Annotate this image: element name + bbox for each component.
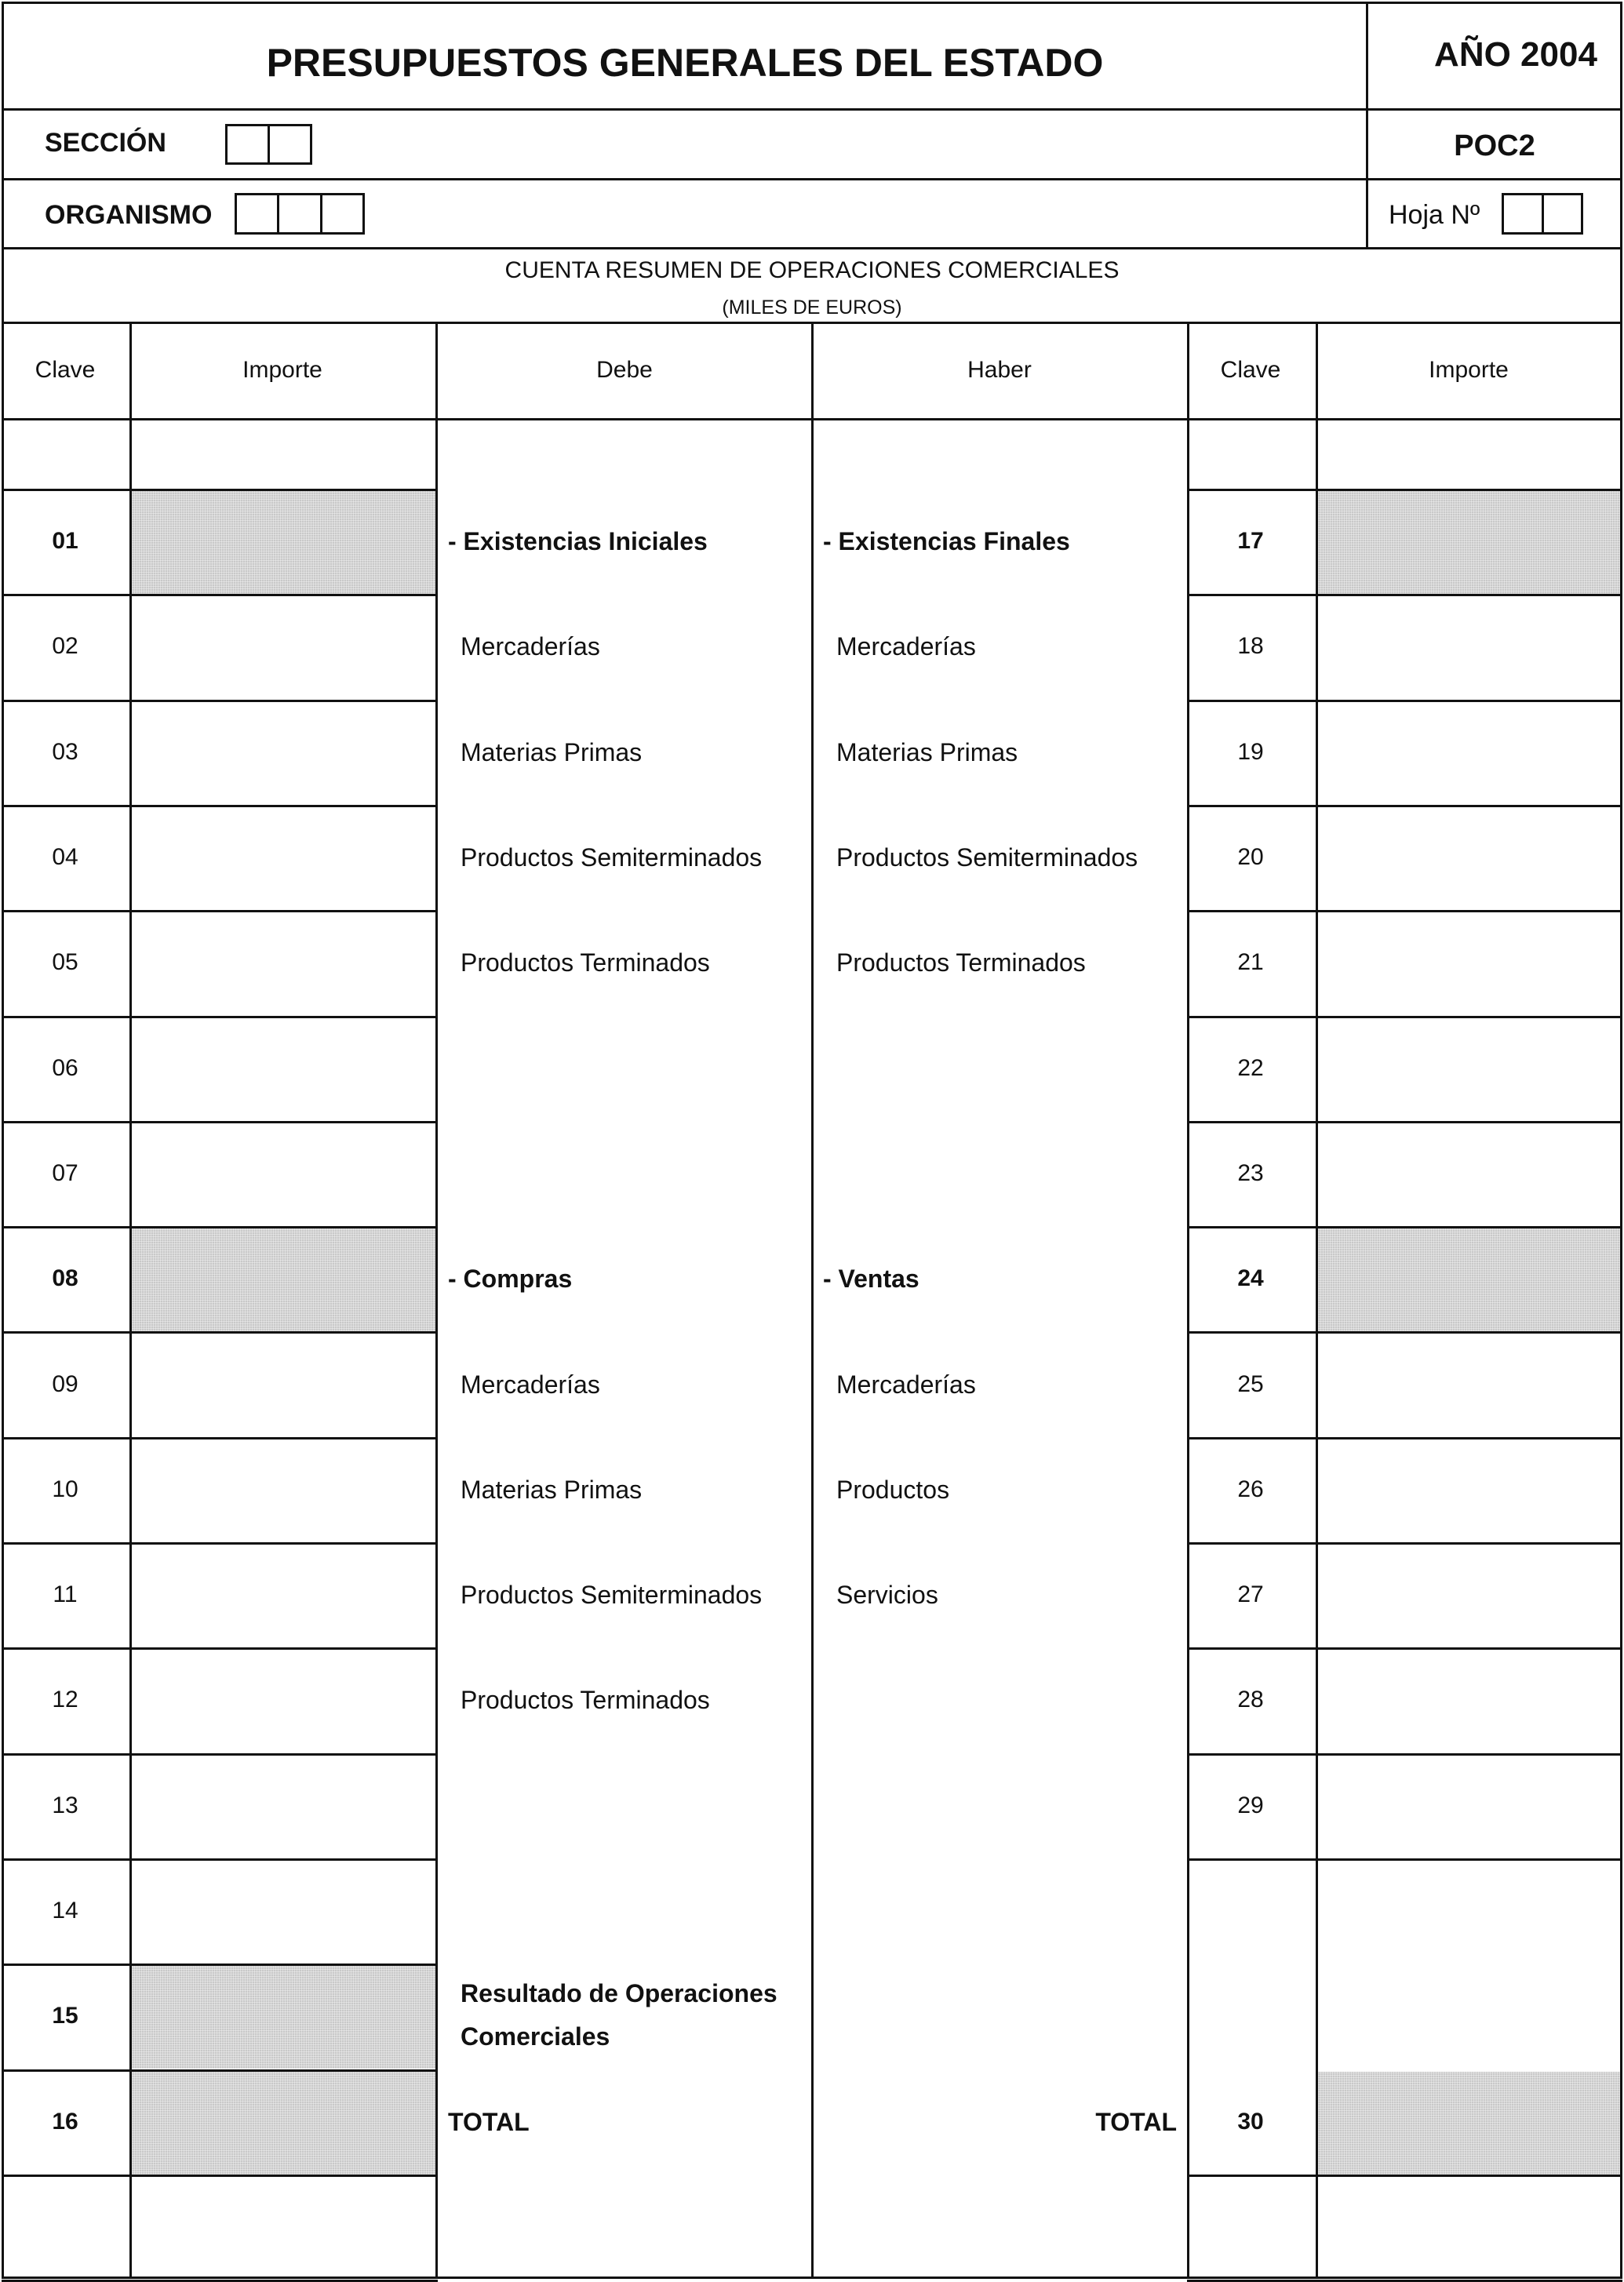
debe-label: TOTAL	[448, 2107, 530, 2136]
header-divider	[2, 108, 1622, 111]
row-line-right	[1187, 1016, 1622, 1018]
row-line-left	[2, 805, 438, 807]
clave-left: 13	[52, 1792, 78, 1818]
clave-right: 20	[1237, 844, 1264, 871]
haber-label: Productos Terminados	[836, 948, 1086, 977]
row-line-left	[2, 910, 438, 912]
row-line-left	[2, 1437, 438, 1439]
clave-left: 06	[52, 1054, 78, 1081]
clave-left: 01	[52, 528, 78, 555]
haber-label: Servicios	[836, 1581, 938, 1610]
debe-label-line2: Comerciales	[461, 2022, 610, 2051]
page-title: PRESUPUESTOS GENERALES DEL ESTADO	[266, 41, 1104, 85]
col-divider-3	[811, 322, 814, 2279]
haber-label: TOTAL	[1095, 2107, 1177, 2136]
haber-label: Productos Semiterminados	[836, 843, 1138, 872]
clave-right: 29	[1237, 1792, 1264, 1818]
importe-left-shaded-cell	[132, 1966, 435, 2069]
col-header-clave-right: Clave	[1220, 357, 1281, 383]
col-header-debe: Debe	[596, 357, 653, 383]
haber-label: Mercaderías	[836, 632, 976, 661]
clave-left: 15	[52, 2003, 78, 2029]
clave-left: 10	[52, 1476, 78, 1502]
haber-label: Productos	[836, 1475, 950, 1504]
hoja-label: Hoja Nº	[1389, 200, 1480, 230]
clave-left: 16	[52, 2108, 78, 2135]
section-title: CUENTA RESUMEN DE OPERACIONES COMERCIALES	[504, 257, 1120, 283]
organismo-divider	[2, 247, 1622, 249]
header-right-divider	[1366, 2, 1368, 249]
clave-left: 04	[52, 844, 78, 871]
seccion-code-boxes[interactable]	[225, 124, 312, 165]
debe-label: Productos Semiterminados	[461, 843, 763, 872]
clave-right: 21	[1237, 949, 1264, 976]
row-line-left	[2, 1647, 438, 1650]
row-line-right	[1187, 1858, 1622, 1861]
col-header-importe-left: Importe	[242, 357, 322, 383]
col-header-haber: Haber	[967, 357, 1032, 383]
clave-left: 07	[52, 1159, 78, 1186]
debe-label: Materias Primas	[461, 737, 643, 766]
row-line-right	[1187, 1542, 1622, 1545]
debe-label: Mercaderías	[461, 1370, 600, 1399]
row-line-left	[2, 2175, 438, 2177]
seccion-divider	[2, 178, 1622, 180]
clave-right: 18	[1237, 633, 1264, 660]
haber-label: Materias Primas	[836, 737, 1018, 766]
row-line-left	[2, 700, 438, 702]
clave-right: 27	[1237, 1581, 1264, 1608]
year-label: AÑO 2004	[1434, 35, 1597, 74]
haber-label: - Existencias Finales	[823, 527, 1070, 556]
clave-right: 17	[1237, 528, 1264, 555]
debe-label: Materias Primas	[461, 1475, 643, 1504]
col-header-importe-right: Importe	[1429, 357, 1509, 383]
row-line-left	[2, 1016, 438, 1018]
col-divider-4	[1187, 322, 1189, 2279]
row-line-right	[1187, 1121, 1622, 1123]
hoja-number-boxes[interactable]	[1502, 193, 1583, 235]
col-header-clave-left: Clave	[35, 357, 96, 383]
col-divider-2	[435, 322, 438, 2279]
debe-label: Productos Terminados	[461, 1686, 710, 1715]
clave-right: 25	[1237, 1370, 1264, 1397]
importe-left-shaded-cell	[132, 491, 435, 594]
row-line-right	[1187, 805, 1622, 807]
organismo-label: ORGANISMO	[45, 200, 213, 230]
importe-left-shaded-cell	[132, 2072, 435, 2175]
clave-right: 30	[1237, 2108, 1264, 2135]
debe-label: Resultado de Operaciones	[461, 1979, 777, 2008]
clave-right: 24	[1237, 1265, 1264, 1292]
debe-label: Productos Semiterminados	[461, 1581, 763, 1610]
row-line-right	[1187, 594, 1622, 596]
debe-label: - Existencias Iniciales	[448, 527, 708, 556]
clave-left: 08	[52, 1265, 78, 1292]
importe-left-shaded-cell	[132, 1228, 435, 1331]
row-line-left	[2, 1753, 438, 1756]
row-line-left	[2, 1331, 438, 1334]
clave-right: 28	[1237, 1687, 1264, 1713]
row-line-right	[1187, 1331, 1622, 1334]
section-subtitle: (MILES DE EUROS)	[722, 297, 902, 318]
clave-right: 23	[1237, 1159, 1264, 1186]
clave-left: 05	[52, 949, 78, 976]
row-line-right	[1187, 910, 1622, 912]
row-line-left	[2, 1542, 438, 1545]
haber-label: Mercaderías	[836, 1370, 976, 1399]
row-line-left	[2, 1121, 438, 1123]
clave-left: 09	[52, 1370, 78, 1397]
row-line-right	[1187, 1437, 1622, 1439]
form-code: POC2	[1454, 129, 1535, 162]
clave-left: 14	[52, 1898, 78, 1924]
clave-right: 22	[1237, 1054, 1264, 1081]
row-line-left	[2, 594, 438, 596]
clave-left: 12	[52, 1687, 78, 1713]
clave-left: 11	[53, 1581, 78, 1608]
clave-left: 02	[52, 633, 78, 660]
clave-right: 26	[1237, 1476, 1264, 1502]
row-line-right	[1187, 1647, 1622, 1650]
clave-right: 19	[1237, 738, 1264, 765]
haber-label: - Ventas	[823, 1265, 919, 1294]
debe-label: Productos Terminados	[461, 948, 710, 977]
debe-label: Mercaderías	[461, 632, 600, 661]
importe-right-shaded-cell	[1318, 2072, 1620, 2175]
row-line-right	[1187, 2175, 1622, 2177]
importe-right-shaded-cell	[1318, 491, 1620, 594]
importe-right-shaded-cell	[1318, 1228, 1620, 1331]
clave-left: 03	[52, 738, 78, 765]
row-line-left	[2, 1858, 438, 1861]
debe-label: - Compras	[448, 1265, 573, 1294]
organismo-code-boxes[interactable]	[235, 193, 365, 235]
row-line-right	[1187, 1753, 1622, 1756]
row-line-right	[1187, 700, 1622, 702]
seccion-label: SECCIÓN	[45, 128, 166, 158]
